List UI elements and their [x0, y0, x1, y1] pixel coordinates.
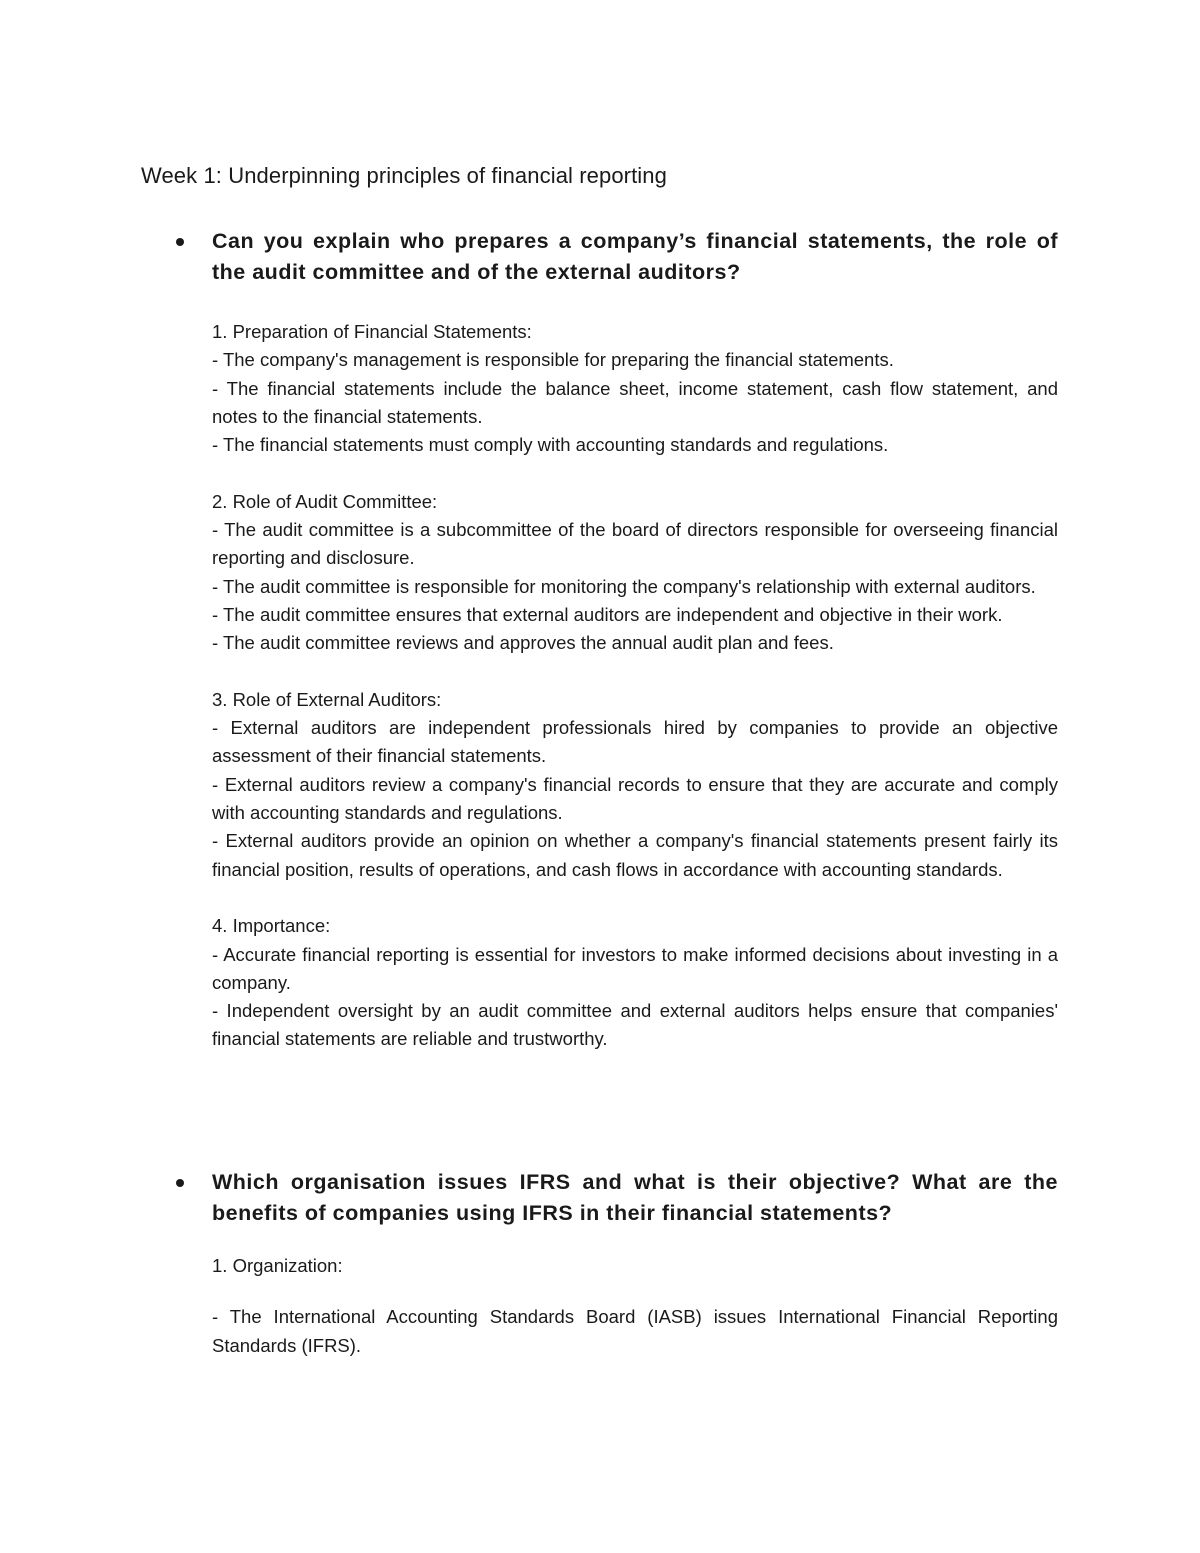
- page-title: Week 1: Underpinning principles of financial reporting: [141, 163, 667, 188]
- answer-line: - Accurate financial reporting is essential for investors to make informed decisions about investing in a company.: [212, 943, 1058, 993]
- answer-line: - External auditors are independent professionals hired by companies to provide an objective assessment of their financial statements.: [212, 717, 1058, 767]
- answer-line: - External auditors review a company's financial records to ensure that they are accurate and comply with accounting standards and regulations.: [212, 773, 1058, 824]
- section-heading-preparation: 1. Preparation of Financial Statements:: [212, 321, 532, 342]
- answer-line: - The financial statements must comply with accounting standards and regulations.: [212, 434, 889, 456]
- answer-2: [212, 1252, 1058, 1360]
- section-heading-importance: 4. Importance:: [212, 915, 331, 937]
- question-1: Can you explain who prepares a company’s financial statements, the role of the audit committee and of the external auditors?: [212, 229, 1058, 284]
- answer-line: - The financial statements include the balance sheet, income statement, cash flow statement, and notes to the financial statements.: [212, 377, 1058, 427]
- bullet-icon: [176, 238, 184, 246]
- section-heading-audit-committee: 2. Role of Audit Committee:: [212, 490, 438, 512]
- section-heading-organization: 1. Organization:: [212, 1255, 343, 1276]
- question-2: Which organisation issues IFRS and what is their objective? What are the benefits of companies using IFRS in their financial statements?: [212, 1170, 1058, 1225]
- answer-line: - The company's management is responsible for preparing the financial statements.: [212, 349, 894, 371]
- answer-line: - Independent oversight by an audit committee and external auditors helps ensure that companies' financial statements are reliable and trustworthy.: [212, 1000, 1058, 1050]
- answer-line: - The audit committee is responsible for monitoring the company's relationship with external auditors.: [212, 575, 1036, 597]
- answer-line: - The International Accounting Standards Board (IASB) issues International Financial Reporting Standards (IFRS).: [212, 1306, 1058, 1356]
- answer-line: - The audit committee is a subcommittee of the board of directors responsible for overseeing financial reporting and disclosure.: [212, 519, 1058, 569]
- answer-1: [212, 318, 1058, 1054]
- answer-line: - The audit committee reviews and approves the annual audit plan and fees.: [212, 632, 834, 654]
- answer-line: - The audit committee ensures that external auditors are independent and objective in their work.: [212, 603, 1003, 625]
- bullet-icon: [176, 1179, 184, 1187]
- section-heading-external-auditors: 3. Role of External Auditors:: [212, 688, 442, 710]
- answer-line: - External auditors provide an opinion on whether a company's financial statements present fairly its financial position, results of operations, and cash flows in accordance with accounting standards.: [212, 830, 1058, 880]
